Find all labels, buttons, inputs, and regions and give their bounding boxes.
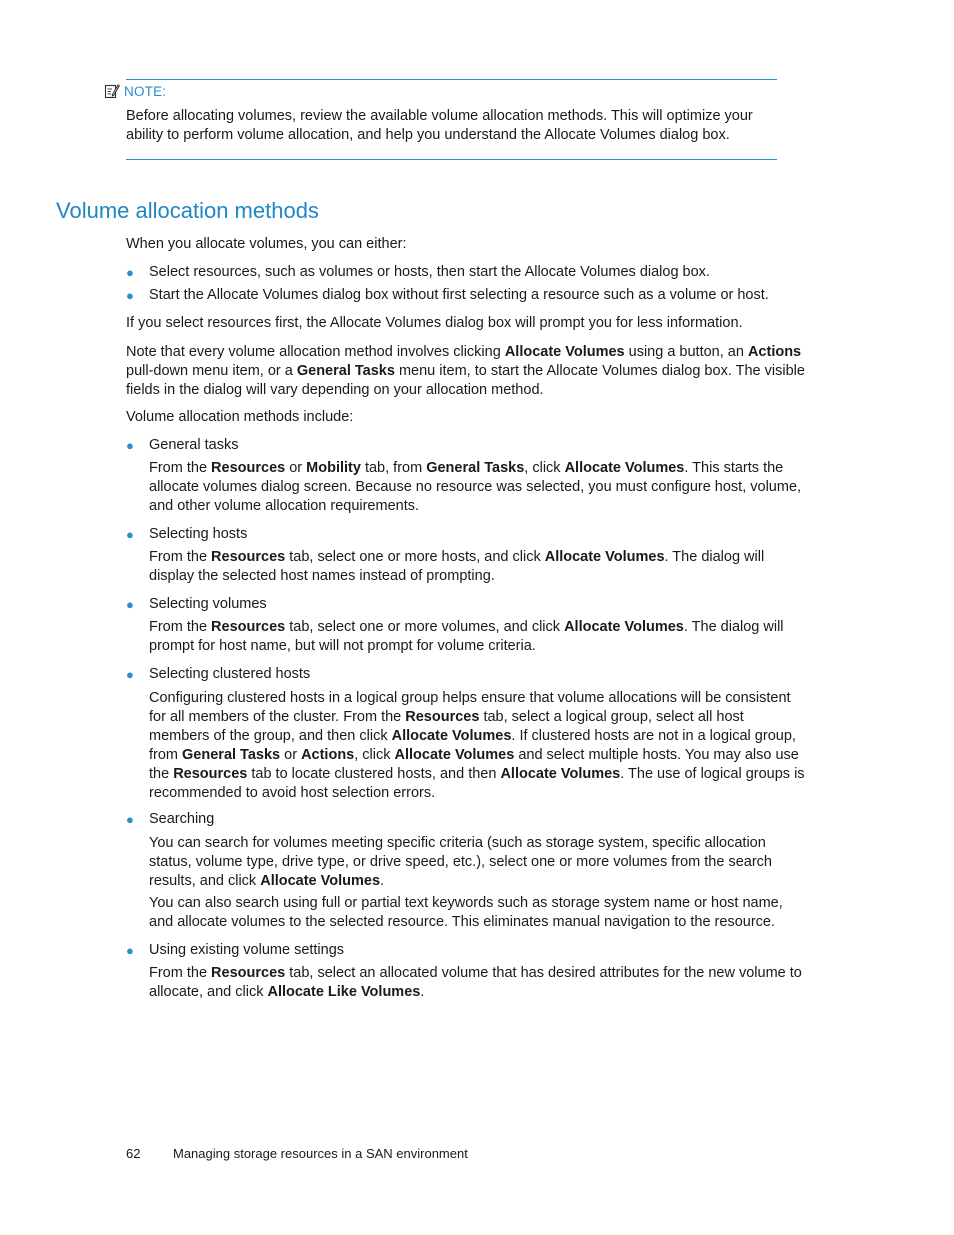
text-run: .: [380, 873, 385, 889]
text-run: tab, select one or more volumes, and click: [285, 619, 565, 635]
chapter-title: Managing storage resources in a SAN environment: [173, 1146, 468, 1161]
text-run: . The dialog will display the selected host names instead of prompting.: [149, 549, 765, 584]
note-box: [126, 79, 777, 160]
list-item: [126, 263, 806, 282]
text-run: You can search for volumes meeting specific criteria (such as storage system, specific allocation status, volume type, drive type, or drive speed, etc.), select one or more volumes from the search results, and click: [149, 835, 772, 889]
ui-term-general-tasks: General Tasks: [296, 363, 395, 379]
text-run: or: [280, 747, 302, 763]
ui-term: Resources: [173, 766, 248, 782]
ui-term: Resources: [405, 709, 480, 725]
page-footer: [126, 1146, 468, 1162]
ui-term-actions: Actions: [747, 344, 802, 360]
text-run: From the: [149, 619, 212, 635]
resources-first-paragraph: If you select resources first, the Allocate Volumes dialog box will prompt you for less information.: [126, 315, 743, 331]
bullet-icon: ●: [126, 265, 134, 280]
text-run: From the: [149, 965, 212, 981]
ui-term: Allocate Like Volumes: [267, 984, 421, 1000]
method-description: [149, 834, 805, 891]
text-run: . This starts the allocate volumes dialog screen. Because no resource was selected, you must configure host, volume, and other volume allocation requirements.: [149, 460, 802, 514]
ui-term: Resources: [211, 965, 286, 981]
intro-paragraph: When you allocate volumes, you can either:: [126, 236, 407, 252]
note-label: NOTE:: [124, 83, 167, 99]
list-item: [126, 595, 806, 614]
method-description: [149, 548, 805, 586]
text-run: . The dialog will prompt for host name, but will not prompt for volume criteria.: [149, 619, 784, 654]
ui-term: Allocate Volumes: [391, 728, 512, 744]
text-run: , click: [354, 747, 395, 763]
note-header: [104, 82, 166, 100]
list-item: [126, 810, 806, 829]
method-description: [149, 618, 805, 656]
method-description: [149, 459, 805, 516]
bullet-icon: ●: [126, 597, 134, 612]
ui-term: General Tasks: [182, 747, 281, 763]
list-item: [126, 941, 806, 960]
ui-term: Allocate Volumes: [394, 747, 515, 763]
ui-term: Resources: [211, 549, 286, 565]
text-run: tab to locate clustered hosts, and then: [247, 766, 501, 782]
method-label: General tasks: [149, 437, 239, 453]
methods-intro: Volume allocation methods include:: [126, 409, 354, 425]
ui-term: Resources: [211, 619, 286, 635]
text-run: pull-down menu item, or a: [126, 363, 297, 379]
method-label: Using existing volume settings: [149, 942, 345, 958]
text-run: or: [285, 460, 307, 476]
ui-term-allocate-volumes: Allocate Volumes: [504, 344, 625, 360]
text-run: and select multiple hosts. You may also use the: [149, 747, 799, 782]
section-title: Volume allocation methods: [56, 198, 319, 223]
ui-term: Resources: [211, 460, 286, 476]
ui-term: General Tasks: [426, 460, 525, 476]
bullet-icon: ●: [126, 288, 134, 303]
note-pencil-icon: [104, 83, 120, 99]
text-run: .: [420, 984, 425, 1000]
list-item: [126, 436, 806, 455]
ui-term: Allocate Volumes: [564, 619, 684, 635]
text-run: tab, from: [360, 460, 427, 476]
method-description: You can also search using full or partial text keywords such as storage system name or host name, and allocate volumes to the selected resource. This eliminates manual navigation to the resource.: [149, 895, 783, 930]
ui-term: Allocate Volumes: [260, 873, 381, 889]
method-label: Selecting clustered hosts: [149, 666, 311, 682]
method-label: Selecting volumes: [149, 596, 267, 612]
list-item-text: Start the Allocate Volumes dialog box without first selecting a resource such as a volume or host.: [149, 287, 769, 303]
text-run: menu item, to start the Allocate Volumes dialog box. The visible fields in the dialog will vary depending on your allocation method.: [126, 363, 805, 398]
bullet-icon: ●: [126, 667, 134, 682]
ui-term: Mobility: [306, 460, 361, 476]
bullet-icon: ●: [126, 812, 134, 827]
page-number: 62: [126, 1146, 141, 1161]
text-run: Note that every volume allocation method involves clicking: [126, 344, 505, 360]
ui-term: Allocate Volumes: [564, 460, 685, 476]
text-run: . The use of logical groups is recommended to avoid host selection errors.: [149, 766, 805, 801]
list-item-text: Select resources, such as volumes or hosts, then start the Allocate Volumes dialog box.: [149, 264, 710, 280]
list-item: [126, 525, 806, 544]
ui-term: Allocate Volumes: [500, 766, 621, 782]
note-paragraph: [126, 343, 816, 400]
method-label: Selecting hosts: [149, 526, 248, 542]
method-description: [149, 689, 805, 803]
text-run: tab, select an allocated volume that has desired attributes for the new volume to allocate, and click: [149, 965, 802, 1000]
bullet-icon: ●: [126, 527, 134, 542]
text-run: using a button, an: [624, 344, 748, 360]
text-run: Configuring clustered hosts in a logical group helps ensure that volume allocations will be consistent for all members of the cluster. From the: [149, 690, 791, 725]
list-item: [126, 665, 806, 684]
text-run: tab, select a logical group, select all host members of the group, and then click: [149, 709, 744, 744]
bullet-icon: ●: [126, 438, 134, 453]
bullet-icon: ●: [126, 943, 134, 958]
text-run: From the: [149, 460, 212, 476]
text-run: From the: [149, 549, 212, 565]
ui-term: Allocate Volumes: [544, 549, 665, 565]
list-item: [126, 286, 806, 305]
text-run: , click: [524, 460, 565, 476]
note-text: Before allocating volumes, review the available volume allocation methods. This will optimize your ability to perform volume allocation, and help you understand the Allocate Volumes dialog box.: [126, 108, 753, 143]
ui-term: Actions: [301, 747, 355, 763]
method-label: Searching: [149, 811, 215, 827]
method-description: [149, 964, 805, 1002]
text-run: tab, select one or more hosts, and click: [285, 549, 545, 565]
text-run: . If clustered hosts are not in a logical group, from: [149, 728, 796, 763]
